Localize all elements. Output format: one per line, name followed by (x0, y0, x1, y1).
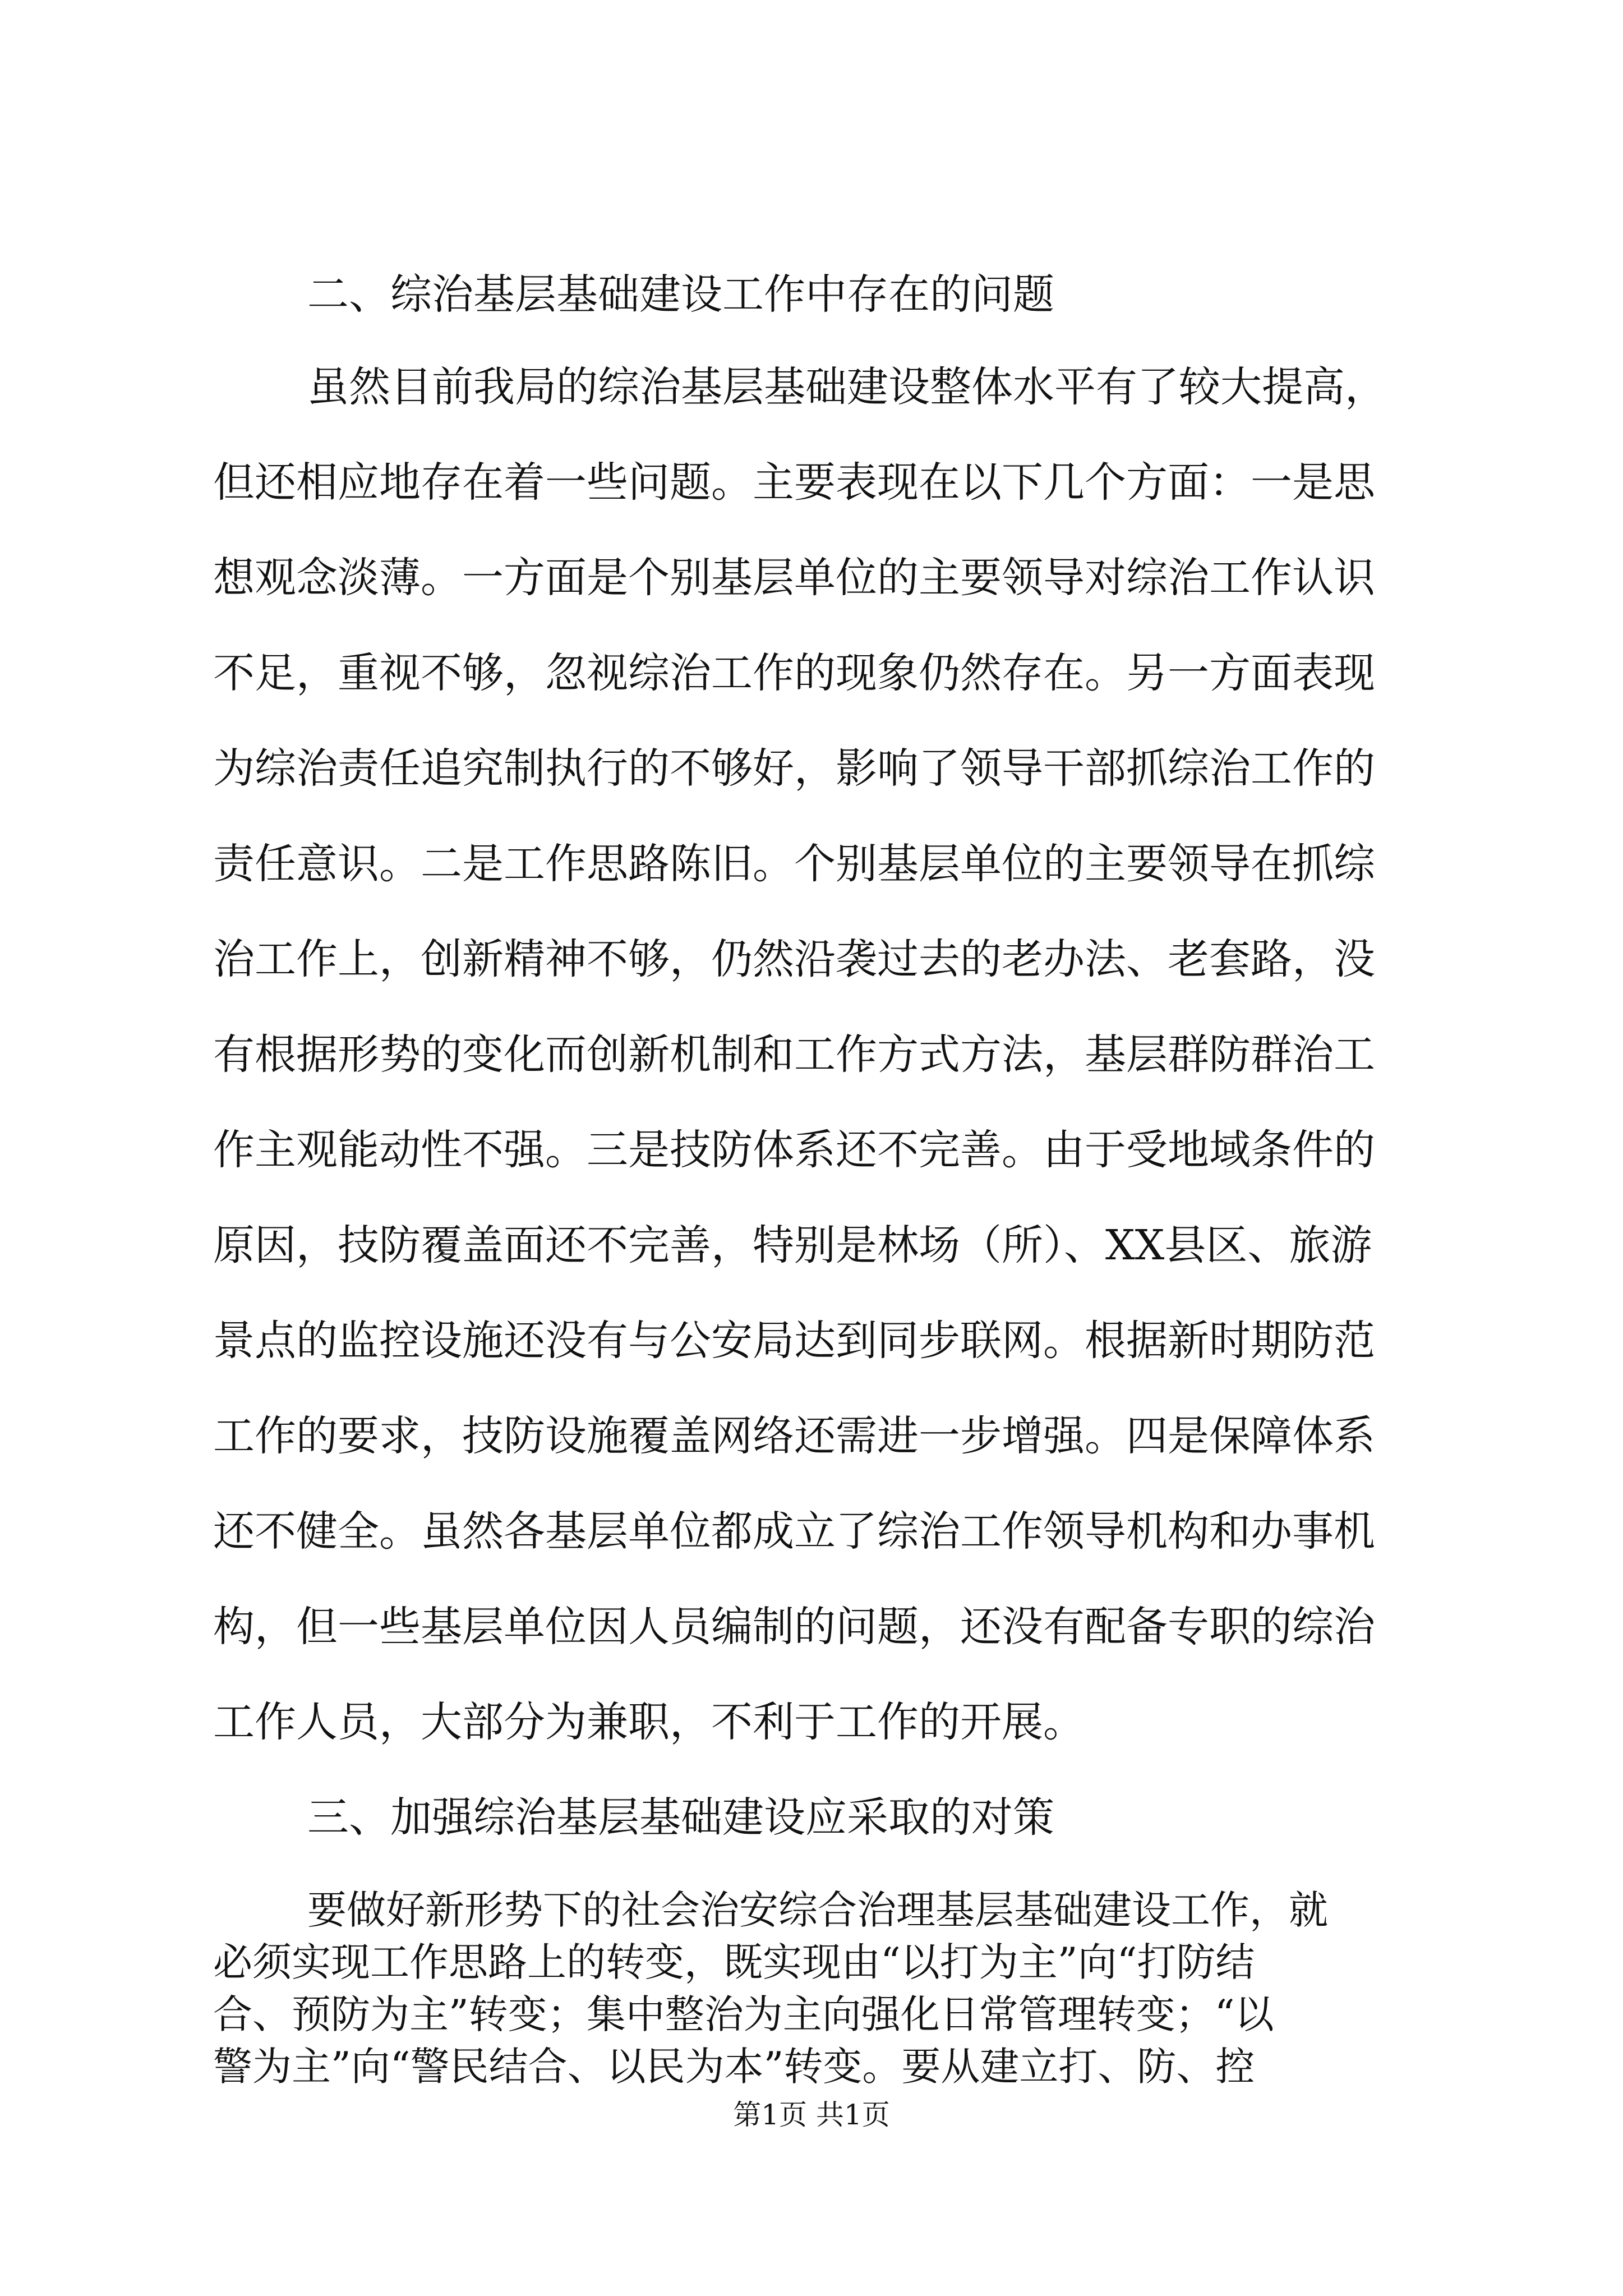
paragraph-line: 景点的监控设施还没有与公安局达到同步联网。根据新时期防范 (213, 1317, 1375, 1365)
paragraph-line: 工作的要求，技防设施覆盖网络还需进一步增强。四是保障体系 (213, 1412, 1375, 1460)
paragraph-line: 治工作上，创新精神不够，仍然沿袭过去的老办法、老套路，没 (213, 935, 1375, 983)
paragraph-line: 但还相应地存在着一些问题。主要表现在以下几个方面：一是思 (213, 458, 1375, 507)
paragraph-line: 作主观能动性不强。三是技防体系还不完善。由于受地域条件的 (213, 1126, 1375, 1174)
paragraph-line: 为综治责任追究制执行的不够好，影响了领导干部抓综治工作的 (213, 744, 1375, 793)
paragraph-line: 原因，技防覆盖面还不完善，特别是林场（所）、XX县区、旅游 (213, 1221, 1372, 1269)
paragraph-line: 合、预防为主”转变；集中整治为主向强化日常管理转变；“以 (213, 1991, 1274, 2037)
paragraph-line: 不足，重视不够，忽视综治工作的现象仍然存在。另一方面表现 (213, 649, 1375, 697)
section-heading-3: 三、加强综治基层基础建设应采取的对策 (307, 1793, 1054, 1842)
page-number-label: 第1页 共1页 (733, 2099, 890, 2131)
paragraph-line: 有根据形势的变化而创新机制和工作方式方法，基层群防群治工 (213, 1030, 1375, 1079)
page-footer (0, 2095, 1623, 2134)
paragraph-line: 必须实现工作思路上的转变，既实现由“以打为主”向“打防结 (213, 1939, 1255, 1985)
paragraph-line: 想观念淡薄。一方面是个别基层单位的主要领导对综治工作认识 (213, 554, 1375, 602)
paragraph-line: 责任意识。二是工作思路陈旧。个别基层单位的主要领导在抓综 (213, 840, 1375, 888)
paragraph-line: 工作人员，大部分为兼职，不利于工作的开展。 (213, 1698, 1085, 1746)
paragraph-line: 要做好新形势下的社会治安综合治理基层基础建设工作，就 (307, 1887, 1328, 1933)
paragraph-line: 还不健全。虽然各基层单位都成立了综治工作领导机构和办事机 (213, 1507, 1375, 1556)
paragraph-line: 虽然目前我局的综治基层基础建设整体水平有了较大提高， (307, 363, 1386, 411)
paragraph-line: 构，但一些基层单位因人员编制的问题，还没有配备专职的综治 (213, 1603, 1375, 1651)
paragraph-line: 警为主”向“警民结合、以民为本”转变。要从建立打、防、控 (213, 2044, 1255, 2090)
section-heading-2: 二、综治基层基础建设工作中存在的问题 (307, 270, 1054, 319)
